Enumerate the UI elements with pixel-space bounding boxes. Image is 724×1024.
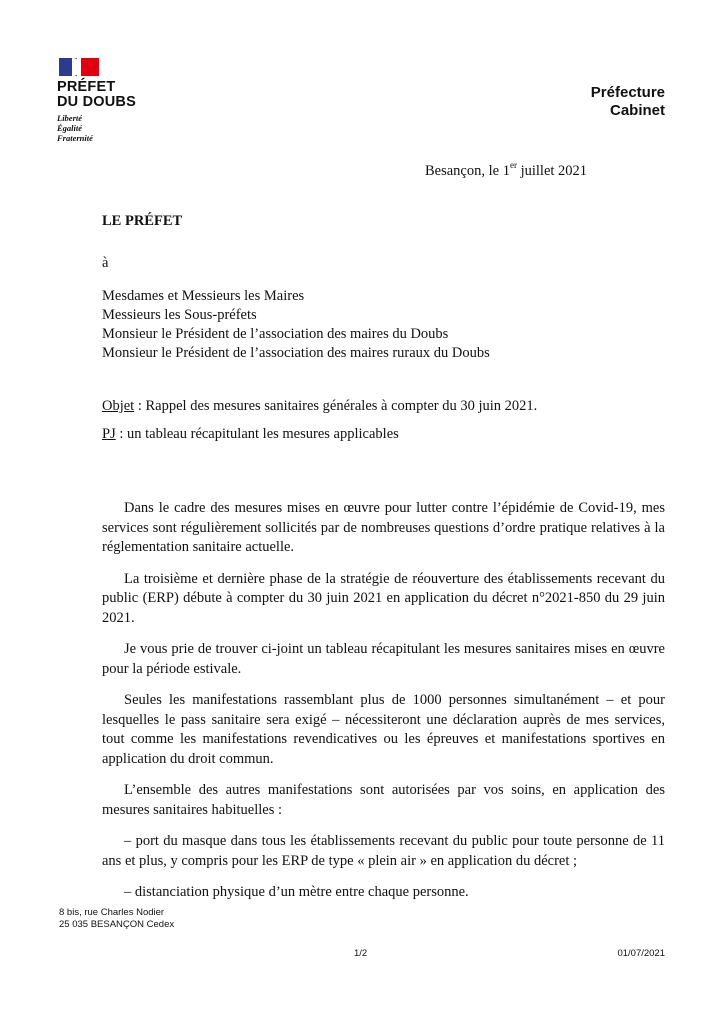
addressed-to-word: à [102, 255, 109, 271]
body-paragraph: – distanciation physique d’un mètre entre chaque personne. [124, 884, 469, 900]
logo-title-line2: DU DOUBS [57, 94, 136, 110]
body-paragraph: Seules les manifestations rassemblant plus de 1000 personnes simultanément – et pour lesquelles le pass sanitaire sera exigé – nécessiteront une déclaration auprès de mes services, tout comme les manifestations revendicatives ou les épreuves et manifestations sportives en application du droit commun. [102, 692, 665, 767]
letter-body [102, 499, 665, 915]
motto-egalite: Égalité [57, 123, 83, 133]
body-paragraph: L’ensemble des autres manifestations sont autorisées par vos soins, en application des mesures sanitaires habituelles : [102, 782, 665, 818]
recipient-item: Monsieur le Président de l’association des maires ruraux du Doubs [102, 345, 490, 361]
footer-date: 01/07/2021 [617, 948, 665, 959]
date-suffix: juillet 2021 [516, 162, 588, 179]
subject-text: : Rappel des mesures sanitaires générales à compter du 30 juin 2021. [134, 398, 538, 414]
body-paragraph: La troisième et dernière phase de la stratégie de réouverture des établissements recevant du public (ERP) débute à compter du 30 juin 2021 en application du décret n°2021-850 du 29 juin 2021. [102, 570, 665, 626]
attachment-line [102, 426, 399, 443]
address-line-1: 8 bis, rue Charles Nodier [59, 907, 165, 918]
recipient-item: Mesdames et Messieurs les Maires [102, 288, 305, 304]
service-line-prefecture: Préfecture [590, 84, 665, 101]
recipient-item: Monsieur le Président de l’association des maires du Doubs [102, 326, 449, 342]
body-paragraph: Dans le cadre des mesures mises en œuvre pour lutter contre l’épidémie de Covid-19, mes services sont régulièrement sollicités par de nombreuses questions d’ordre pratique relatives à la réglementation sanitaire actuelle. [102, 500, 665, 555]
attachment-text: : un tableau récapitulant les mesures applicables [115, 426, 399, 442]
subject-label: Objet [102, 398, 135, 414]
attachment-label: PJ [102, 426, 116, 442]
motto-liberte: Liberté [57, 113, 83, 123]
logo-title-line1: PRÉFET [57, 79, 116, 95]
prefecture-logo [57, 58, 136, 143]
date-prefix: Besançon, le 1 [425, 162, 510, 179]
body-paragraph: Je vous prie de trouver ci-joint un tableau récapitulant les mesures sanitaires mises en œuvre pour la période estivale. [102, 641, 665, 677]
subject-line [102, 398, 537, 415]
service-line-cabinet: Cabinet [609, 102, 665, 119]
letter-date [425, 161, 587, 180]
marianne-flag-icon [59, 58, 99, 76]
body-paragraph: – port du masque dans tous les établissements recevant du public pour toute personne de 11 ans et plus, y compris pour les ERP de type « plein air » en application du décret ; [102, 833, 665, 869]
date-superscript: er [509, 160, 517, 170]
motto-fraternite: Fraternité [57, 133, 93, 143]
sender: LE PRÉFET [102, 213, 183, 229]
recipient-item: Messieurs les Sous-préfets [102, 307, 257, 323]
recipients-list [102, 287, 490, 363]
address-line-2: 25 035 BESANÇON Cedex [59, 919, 175, 930]
page-number: 1/2 [354, 948, 368, 959]
service-heading [591, 84, 665, 120]
footer-address [59, 907, 174, 931]
